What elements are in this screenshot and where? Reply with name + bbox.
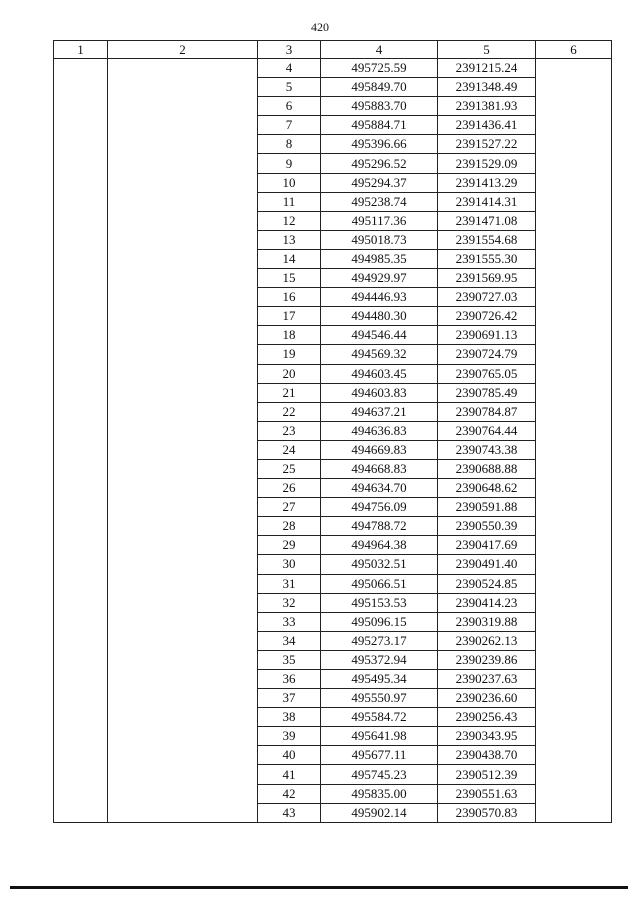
- point-number-cell: 30: [258, 555, 321, 574]
- point-number-cell: 35: [258, 650, 321, 669]
- x-coordinate-cell: 495641.98: [321, 727, 438, 746]
- y-coordinate-cell: 2390256.43: [438, 708, 536, 727]
- point-number-cell: 18: [258, 326, 321, 345]
- x-coordinate-cell: 495294.37: [321, 173, 438, 192]
- x-coordinate-cell: 495883.70: [321, 97, 438, 116]
- point-number-cell: 24: [258, 440, 321, 459]
- point-number-cell: 43: [258, 803, 321, 822]
- y-coordinate-cell: 2390591.88: [438, 498, 536, 517]
- y-coordinate-cell: 2391569.95: [438, 269, 536, 288]
- point-number-cell: 40: [258, 746, 321, 765]
- y-coordinate-cell: 2390785.49: [438, 383, 536, 402]
- x-coordinate-cell: 494569.32: [321, 345, 438, 364]
- y-coordinate-cell: 2390784.87: [438, 402, 536, 421]
- x-coordinate-cell: 495066.51: [321, 574, 438, 593]
- x-coordinate-cell: 494788.72: [321, 517, 438, 536]
- column-header-1: 1: [54, 41, 108, 59]
- point-number-cell: 8: [258, 135, 321, 154]
- y-coordinate-cell: 2390570.83: [438, 803, 536, 822]
- y-coordinate-cell: 2391555.30: [438, 249, 536, 268]
- x-coordinate-cell: 495153.53: [321, 593, 438, 612]
- x-coordinate-cell: 495396.66: [321, 135, 438, 154]
- y-coordinate-cell: 2390237.63: [438, 670, 536, 689]
- y-coordinate-cell: 2390688.88: [438, 459, 536, 478]
- y-coordinate-cell: 2390524.85: [438, 574, 536, 593]
- table-header-row: [54, 41, 612, 59]
- page-number: 420: [311, 20, 329, 34]
- x-coordinate-cell: 495902.14: [321, 803, 438, 822]
- y-coordinate-cell: 2391529.09: [438, 154, 536, 173]
- x-coordinate-cell: 494669.83: [321, 440, 438, 459]
- y-coordinate-cell: 2390343.95: [438, 727, 536, 746]
- x-coordinate-cell: 495745.23: [321, 765, 438, 784]
- column-header-3: 3: [258, 41, 321, 59]
- x-coordinate-cell: 495725.59: [321, 59, 438, 78]
- y-coordinate-cell: 2391554.68: [438, 230, 536, 249]
- y-coordinate-cell: 2390691.13: [438, 326, 536, 345]
- column-1-empty-cell: [54, 59, 108, 823]
- point-number-cell: 31: [258, 574, 321, 593]
- x-coordinate-cell: 494603.83: [321, 383, 438, 402]
- y-coordinate-cell: 2390438.70: [438, 746, 536, 765]
- point-number-cell: 4: [258, 59, 321, 78]
- x-coordinate-cell: 494446.93: [321, 288, 438, 307]
- point-number-cell: 36: [258, 670, 321, 689]
- y-coordinate-cell: 2390262.13: [438, 631, 536, 650]
- point-number-cell: 19: [258, 345, 321, 364]
- y-coordinate-cell: 2390726.42: [438, 307, 536, 326]
- x-coordinate-cell: 495584.72: [321, 708, 438, 727]
- point-number-cell: 7: [258, 116, 321, 135]
- column-6-empty-cell: [536, 59, 612, 823]
- point-number-cell: 14: [258, 249, 321, 268]
- column-header-2: 2: [108, 41, 258, 59]
- y-coordinate-cell: 2390743.38: [438, 440, 536, 459]
- y-coordinate-cell: 2391215.24: [438, 59, 536, 78]
- point-number-cell: 10: [258, 173, 321, 192]
- column-2-empty-cell: [108, 59, 258, 823]
- y-coordinate-cell: 2390724.79: [438, 345, 536, 364]
- point-number-cell: 22: [258, 402, 321, 421]
- x-coordinate-cell: 494668.83: [321, 459, 438, 478]
- point-number-cell: 38: [258, 708, 321, 727]
- y-coordinate-cell: 2391381.93: [438, 97, 536, 116]
- x-coordinate-cell: 494964.38: [321, 536, 438, 555]
- point-number-cell: 41: [258, 765, 321, 784]
- table-body: [54, 59, 612, 823]
- y-coordinate-cell: 2391348.49: [438, 78, 536, 97]
- table-row: [54, 59, 612, 78]
- point-number-cell: 23: [258, 421, 321, 440]
- x-coordinate-cell: 495117.36: [321, 211, 438, 230]
- x-coordinate-cell: 495849.70: [321, 78, 438, 97]
- y-coordinate-cell: 2390512.39: [438, 765, 536, 784]
- point-number-cell: 27: [258, 498, 321, 517]
- x-coordinate-cell: 495372.94: [321, 650, 438, 669]
- y-coordinate-cell: 2390765.05: [438, 364, 536, 383]
- x-coordinate-cell: 494637.21: [321, 402, 438, 421]
- point-number-cell: 5: [258, 78, 321, 97]
- x-coordinate-cell: 495884.71: [321, 116, 438, 135]
- x-coordinate-cell: 494985.35: [321, 249, 438, 268]
- x-coordinate-cell: 494634.70: [321, 479, 438, 498]
- y-coordinate-cell: 2390319.88: [438, 612, 536, 631]
- point-number-cell: 6: [258, 97, 321, 116]
- point-number-cell: 26: [258, 479, 321, 498]
- point-number-cell: 25: [258, 459, 321, 478]
- y-coordinate-cell: 2390550.39: [438, 517, 536, 536]
- y-coordinate-cell: 2390727.03: [438, 288, 536, 307]
- x-coordinate-cell: 495495.34: [321, 670, 438, 689]
- x-coordinate-cell: 494756.09: [321, 498, 438, 517]
- y-coordinate-cell: 2390236.60: [438, 689, 536, 708]
- point-number-cell: 16: [258, 288, 321, 307]
- y-coordinate-cell: 2390239.86: [438, 650, 536, 669]
- column-header-5: 5: [438, 41, 536, 59]
- x-coordinate-cell: 494603.45: [321, 364, 438, 383]
- x-coordinate-cell: 495677.11: [321, 746, 438, 765]
- x-coordinate-cell: 495273.17: [321, 631, 438, 650]
- point-number-cell: 15: [258, 269, 321, 288]
- x-coordinate-cell: 494546.44: [321, 326, 438, 345]
- x-coordinate-cell: 495238.74: [321, 192, 438, 211]
- x-coordinate-cell: 495018.73: [321, 230, 438, 249]
- y-coordinate-cell: 2390417.69: [438, 536, 536, 555]
- point-number-cell: 37: [258, 689, 321, 708]
- y-coordinate-cell: 2391414.31: [438, 192, 536, 211]
- point-number-cell: 39: [258, 727, 321, 746]
- point-number-cell: 34: [258, 631, 321, 650]
- point-number-cell: 12: [258, 211, 321, 230]
- point-number-cell: 32: [258, 593, 321, 612]
- y-coordinate-cell: 2391527.22: [438, 135, 536, 154]
- y-coordinate-cell: 2390648.62: [438, 479, 536, 498]
- point-number-cell: 33: [258, 612, 321, 631]
- y-coordinate-cell: 2391436.41: [438, 116, 536, 135]
- point-number-cell: 9: [258, 154, 321, 173]
- y-coordinate-cell: 2391413.29: [438, 173, 536, 192]
- point-number-cell: 21: [258, 383, 321, 402]
- y-coordinate-cell: 2390764.44: [438, 421, 536, 440]
- x-coordinate-cell: 495032.51: [321, 555, 438, 574]
- x-coordinate-cell: 494480.30: [321, 307, 438, 326]
- x-coordinate-cell: 495835.00: [321, 784, 438, 803]
- point-number-cell: 29: [258, 536, 321, 555]
- coordinates-table: [53, 40, 612, 823]
- x-coordinate-cell: 495096.15: [321, 612, 438, 631]
- column-header-6: 6: [536, 41, 612, 59]
- y-coordinate-cell: 2390551.63: [438, 784, 536, 803]
- point-number-cell: 42: [258, 784, 321, 803]
- y-coordinate-cell: 2390491.40: [438, 555, 536, 574]
- y-coordinate-cell: 2390414.23: [438, 593, 536, 612]
- point-number-cell: 28: [258, 517, 321, 536]
- y-coordinate-cell: 2391471.08: [438, 211, 536, 230]
- x-coordinate-cell: 495296.52: [321, 154, 438, 173]
- x-coordinate-cell: 494636.83: [321, 421, 438, 440]
- point-number-cell: 11: [258, 192, 321, 211]
- footer-rule: [10, 886, 628, 889]
- x-coordinate-cell: 494929.97: [321, 269, 438, 288]
- x-coordinate-cell: 495550.97: [321, 689, 438, 708]
- point-number-cell: 20: [258, 364, 321, 383]
- point-number-cell: 17: [258, 307, 321, 326]
- point-number-cell: 13: [258, 230, 321, 249]
- column-header-4: 4: [321, 41, 438, 59]
